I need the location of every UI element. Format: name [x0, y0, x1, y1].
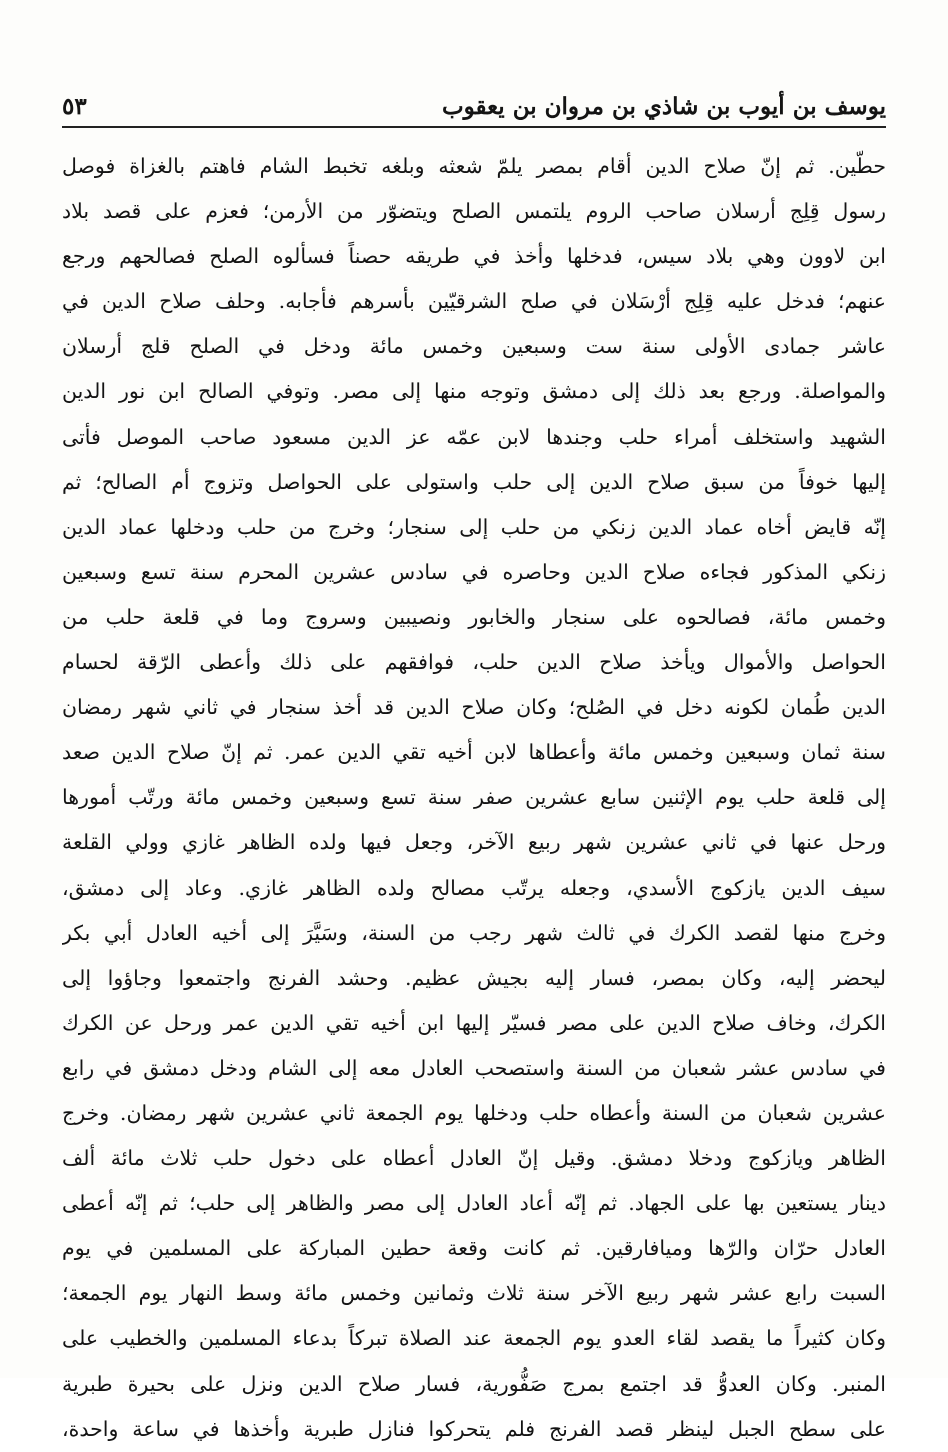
text-line: حطّين. ثم إنّ صلاح الدين أقام بمصر يلمّ شعثه وبلغه تخبط الشام فاهتم بالغزاة فوصل [62, 154, 886, 178]
text-line: عاشر جمادى الأولى سنة ست وسبعين وخمس مائة ودخل في الصلح قلج أرسلان [62, 334, 886, 359]
text-line: ليحضر إليه، وكان بمصر، فسار إليه بجيش عظيم. وحشد الفرنج واجتمعوا وجاؤوا إلى [62, 965, 886, 990]
page-number: ٥٣ [62, 93, 87, 120]
text-line: في سادس عشر شعبان من السنة واستصحب العادل معه إلى الشام ودخل دمشق في رابع [62, 1055, 886, 1080]
text-line: إلى قلعة حلب يوم الإثنين سابع عشرين صفر سنة تسع وسبعين وخمس مائة ورتّب أمورها [62, 785, 886, 810]
text-line: وخمس مائة، فصالحوه على سنجار والخابور ونصيبين وسروج وما في قلعة حلب من [62, 604, 886, 629]
text-line: الكرك، وخاف صلاح الدين على مصر فسيّر إليها ابن أخيه تقي الدين عمر ورحل عن الكرك [62, 1010, 886, 1035]
running-header [62, 76, 886, 120]
text-line: رسول قِلِج أرسلان صاحب الروم يلتمس الصلح ويتضوّر من الأرمن؛ فعزم على قصد بلاد [62, 199, 886, 224]
text-line: ابن لاوون وهي بلاد سيس، فدخلها وأخذ في طريقه حصناً فسألوه الصلح فصالحهم ورجع [62, 244, 886, 269]
text-line: وخرج منها لقصد الكرك في ثالث شهر رجب من السنة، وسَيَّرَ إلى أخيه العادل أبي بكر [62, 920, 886, 945]
text-line: الحواصل والأموال ويأخذ صلاح الدين حلب، فوافقهم على ذلك وأعطى الرّقة لحسام [62, 650, 886, 675]
text-line: الدين طُمان لكونه دخل في الصُلح؛ وكان صلاح الدين قد أخذ سنجار في ثاني شهر رمضان [62, 695, 886, 720]
text-line: عشرين شعبان من السنة وأعطاه حلب ودخلها يوم الجمعة ثاني عشرين شهر رمضان. وخرج [62, 1100, 886, 1125]
text-line: عنهم؛ فدخل عليه قِلِج أرْسَلان في صلح الشرقيّين بأسرهم فأجابه. وحلف صلاح الدين في [62, 289, 886, 314]
text-line: زنكي المذكور فجاءه صلاح الدين وحاصره في سادس عشرين المحرم سنة تسع وسبعين [62, 559, 886, 584]
text-line: إنّه قايض أخاه عماد الدين زنكي من حلب إلى سنجار؛ وخرج من حلب ودخلها عماد الدين [62, 514, 886, 539]
text-line: دينار يستعين بها على الجهاد. ثم إنّه أعاد العادل إلى مصر والظاهر إلى حلب؛ ثم إنّه أعطى [62, 1191, 886, 1216]
header-rule [62, 126, 886, 128]
body-text [62, 144, 886, 1452]
text-line: إليها خوفاً من سبق صلاح الدين إلى حلب واستولى على الحواصل وتزوج أم الصالح؛ ثم [62, 469, 886, 494]
running-title: يوسف بن أيوب بن شاذي بن مروان بن يعقوب [442, 93, 886, 120]
text-line: المنبر. وكان العدوُّ قد اجتمع بمرج صَفُّورية، فسار صلاح الدين ونزل على بحيرة طبرية [62, 1371, 886, 1396]
text-line: العادل حرّان والرّها وميافارقين. ثم كانت وقعة حطين المباركة على المسلمين في يوم [62, 1236, 886, 1261]
text-line: على سطح الجبل لينظر قصد الفرنج فلم يتحركوا فنازل طبرية وأخذها في ساعة واحدة، [62, 1416, 886, 1441]
text-line: الظاهر ويازكوج ودخلا دمشق. وقيل إنّ العادل أعطاه على دخول حلب ثلاث مائة ألف [62, 1146, 886, 1171]
text-line: سيف الدين يازكوج الأسدي، وجعله يرتّب مصالح ولده الظاهر غازي. وعاد إلى دمشق، [62, 875, 886, 900]
text-line: السبت رابع عشر شهر ربيع الآخر سنة ثلاث وثمانين وخمس مائة وسط النهار يوم الجمعة؛ [62, 1281, 886, 1306]
text-line: وكان كثيراً ما يقصد لقاء العدو يوم الجمعة عند الصلاة تبركاً بدعاء المسلمين والخطيب على [62, 1326, 886, 1351]
text-line: سنة ثمان وسبعين وخمس مائة وأعطاها لابن أخيه تقي الدين عمر. ثم إنّ صلاح الدين صعد [62, 740, 886, 765]
text-line: الشهيد واستخلف أمراء حلب وجندها لابن عمّه عز الدين مسعود صاحب الموصل فأتى [62, 424, 886, 449]
text-line: ورحل عنها في ثاني عشرين شهر ربيع الآخر، وجعل فيها ولده الظاهر غازي وولي القلعة [62, 830, 886, 855]
text-line: والمواصلة. ورجع بعد ذلك إلى دمشق وتوجه منها إلى مصر. وتوفي الصالح ابن نور الدين [62, 379, 886, 404]
